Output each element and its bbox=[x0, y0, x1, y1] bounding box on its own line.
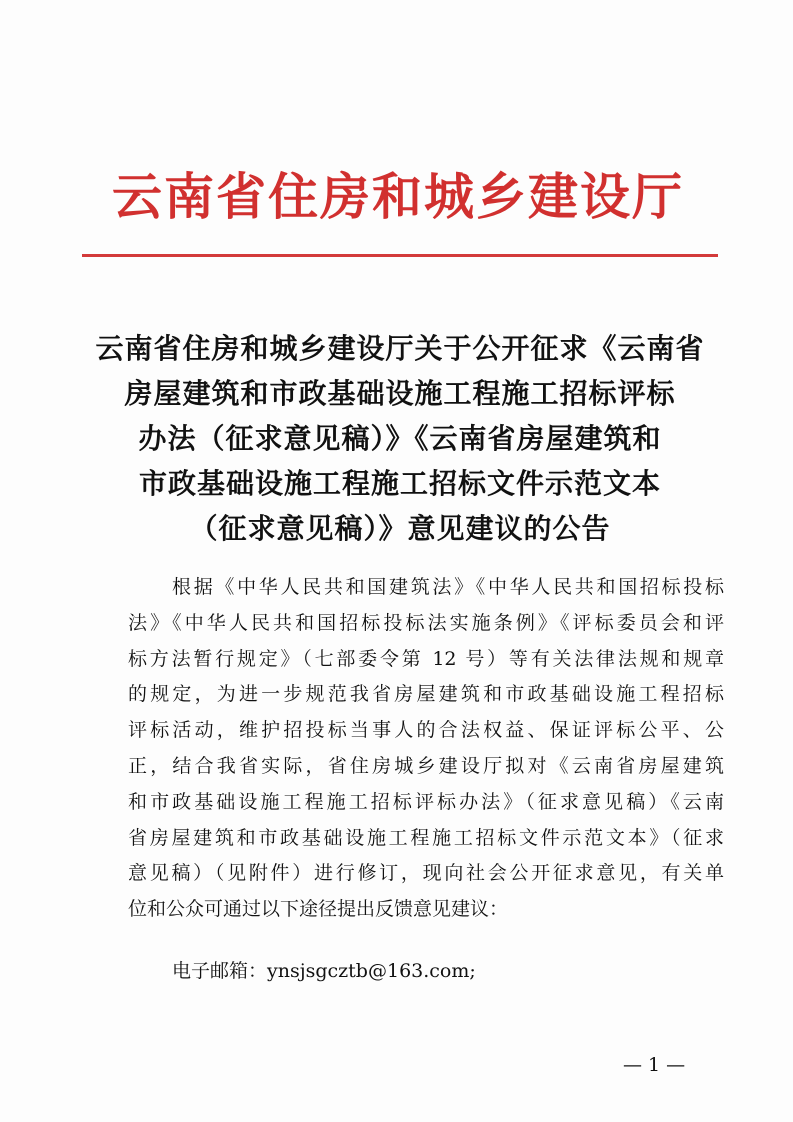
notice-title bbox=[82, 326, 718, 551]
body-line: 意见稿）（见附件）进行修订，现向社会公开征求意见，有关单 bbox=[128, 862, 724, 885]
letterhead-red-rule bbox=[82, 254, 718, 257]
notice-title-line: 市政基础设施工程施工招标文件示范文本 bbox=[138, 467, 661, 500]
body-line: 标方法暂行规定》（七部委令第 12 号）等有关法律法规和规章 bbox=[128, 647, 724, 670]
body-paragraph bbox=[128, 570, 724, 928]
body-line: 位和公众可通过以下途径提出反馈意见建议： bbox=[128, 898, 509, 921]
body-line: 的规定，为进一步规范我省房屋建筑和市政基础设施工程招标 bbox=[128, 683, 724, 706]
notice-title-line: 云南省住房和城乡建设厅关于公开征求《云南省 bbox=[95, 332, 705, 365]
letterhead-title: 云南省住房和城乡建设厅 bbox=[112, 167, 684, 226]
body-line: 正，结合我省实际，省住房城乡建设厅拟对《云南省房屋建筑 bbox=[128, 754, 724, 777]
page-number: — 1 — bbox=[623, 1054, 686, 1076]
contact-email-line: 电子邮箱：ynsjsgcztb@163.com; bbox=[172, 960, 476, 982]
body-line: 和市政基础设施工程施工招标评标办法》（征求意见稿）《云南 bbox=[128, 790, 724, 813]
body-line: 评标活动，维护招投标当事人的合法权益、保证评标公平、公 bbox=[128, 719, 724, 742]
notice-title-line: 办法（征求意见稿）》《云南省房屋建筑和 bbox=[138, 422, 662, 455]
body-line: 法》《中华人民共和国招标投标法实施条例》《评标委员会和评 bbox=[128, 611, 724, 634]
body-line: 根据《中华人民共和国建筑法》《中华人民共和国招标投标 bbox=[172, 576, 724, 598]
notice-title-line: （征求意见稿）》意见建议的公告 bbox=[189, 512, 611, 545]
body-line: 省房屋建筑和市政基础设施工程施工招标文件示范文本》（征求 bbox=[128, 826, 724, 849]
notice-title-line: 房屋建筑和市政基础设施工程施工招标评标 bbox=[124, 377, 676, 410]
